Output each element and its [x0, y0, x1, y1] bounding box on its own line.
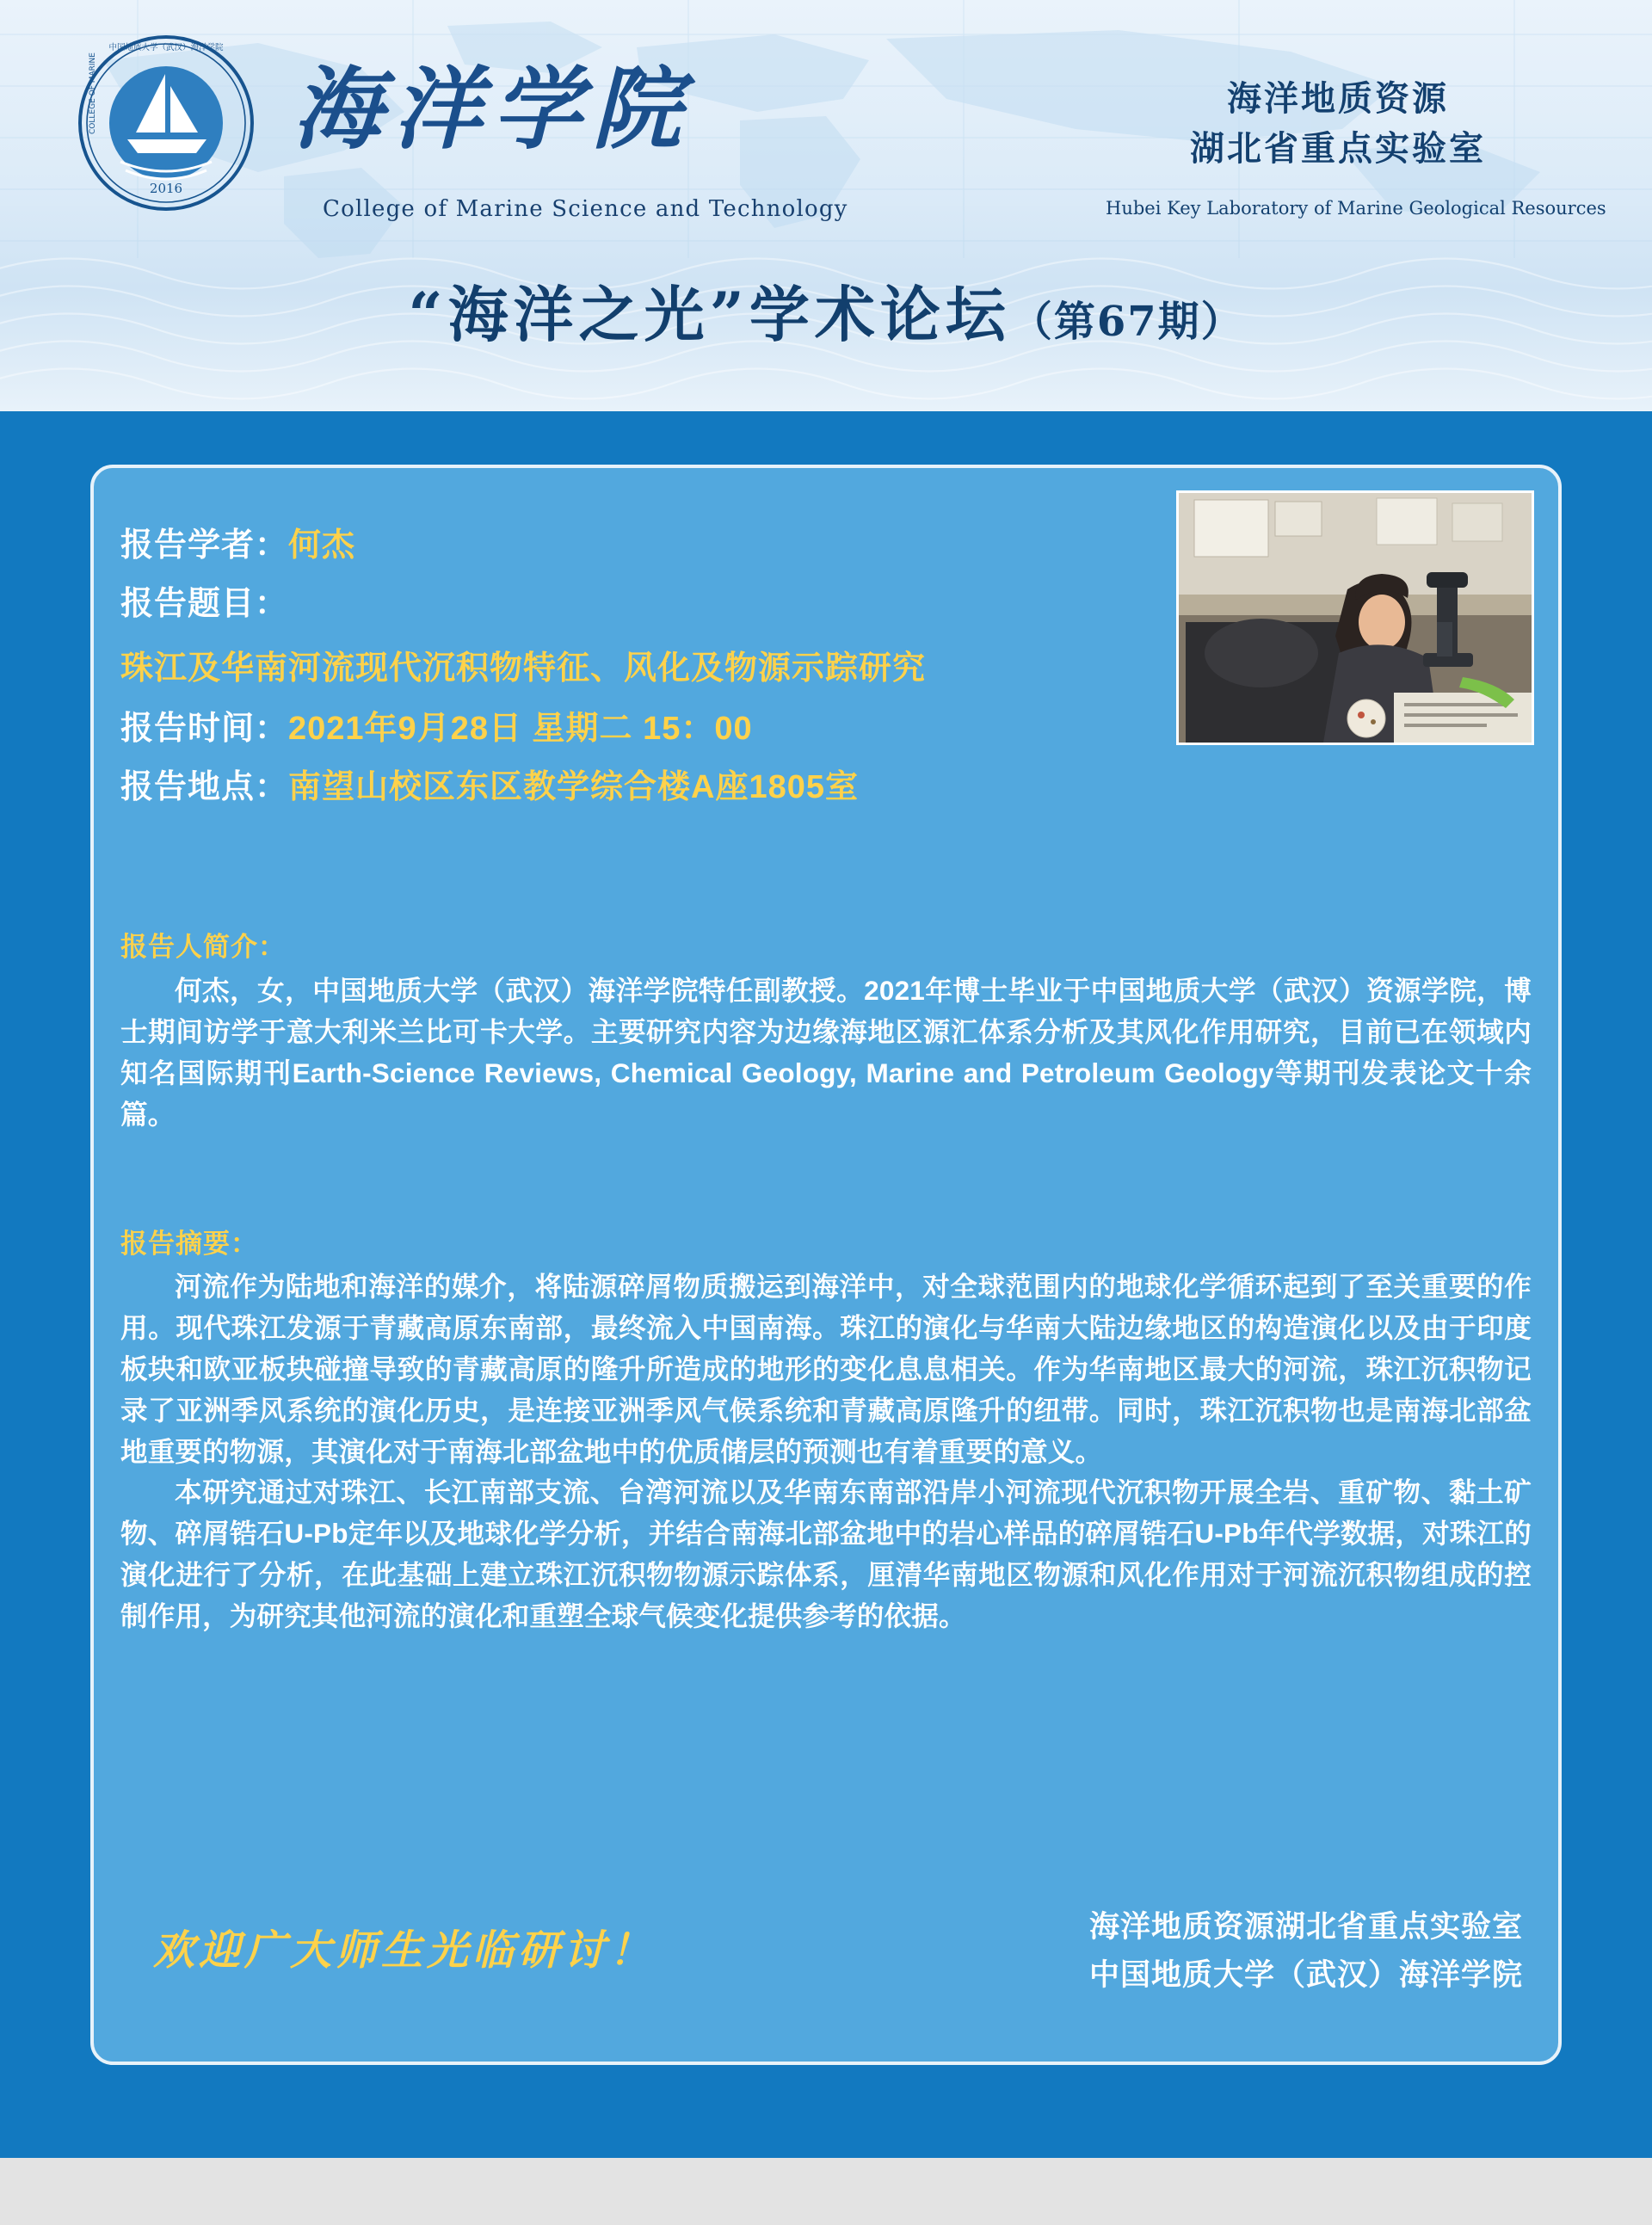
bottom-strip — [0, 2158, 1652, 2225]
university-seal-icon — [76, 33, 256, 213]
abstract-text — [120, 1267, 1532, 1637]
place-value: 南望山校区东区教学综合楼A座1805室 — [288, 769, 859, 805]
place-label: 报告地点： — [120, 769, 289, 805]
speaker-row — [120, 529, 1162, 562]
svg-text:COLLEGE OF MARINE: COLLEGE OF MARINE — [89, 52, 97, 134]
topic-label-row — [120, 588, 1162, 620]
abstract-heading: 报告摘要： — [120, 1229, 258, 1259]
forum-title — [0, 267, 1652, 354]
poster-header — [0, 0, 1652, 411]
lab-name-cn — [1106, 74, 1570, 174]
svg-text:中国地质大学（武汉）海洋学院: 中国地质大学（武汉）海洋学院 — [108, 43, 224, 52]
abstract-paragraph-1: 河流作为陆地和海洋的媒介，将陆源碎屑物质搬运到海洋中，对全球范围内的地球化学循环起到了至关重要的作用。现代珠江发源于青藏高原东南部，最终流入中国南海。珠江的演化与华南大陆边缘地区的构造演化以及由于印度板块和欧亚板块碰撞导致的青藏高原的隆升所造成的地形的变化息息相关。作为华南地区最大的河流，珠江沉积物记录了亚洲季风系统的演化历史，是连接亚洲季风气候系统和青藏高原隆升的纽带。同时，珠江沉积物也是南海北部盆地重要的物源，其演化对于南海北部盆地中的优质储层的预测也有着重要的意义。 — [120, 1271, 1532, 1467]
topic-label: 报告题目： — [120, 586, 289, 622]
college-name-en: College of Marine Science and Technology — [323, 196, 848, 222]
forum-issue-number: （第67期） — [1010, 298, 1244, 346]
organizer-line-2: 中国地质大学（武汉）海洋学院 — [1088, 1958, 1523, 1992]
organizer-line-1: 海洋地质资源湖北省重点实验室 — [1088, 1910, 1523, 1944]
time-value: 2021年9月28日 星期二 15：00 — [288, 711, 753, 747]
time-row — [120, 712, 1162, 745]
speaker-label: 报告学者： — [120, 527, 289, 564]
speaker-name: 何杰 — [288, 527, 356, 564]
time-label: 报告时间： — [120, 711, 289, 747]
lab-name-en: Hubei Key Laboratory of Marine Geological Resources — [1106, 198, 1606, 219]
bio-heading: 报告人简介： — [120, 932, 286, 962]
bio-paragraph: 何杰，女，中国地质大学（武汉）海洋学院特任副教授。2021年博士毕业于中国地质大学（武汉）资源学院，博士期间访学于意大利米兰比可卡大学。主要研究内容为边缘海地区源汇体系分析及其风化作用研究，目前已在领域内知名国际期刊Earth-Science Reviews, Chemical Geology, Marine and Petroleum Geology等期刊发表论文十余篇。 — [120, 975, 1532, 1130]
talk-info-block — [120, 529, 1162, 829]
bio-text — [120, 971, 1532, 1136]
svg-text:2016: 2016 — [149, 181, 183, 196]
place-row — [120, 771, 1162, 804]
organizer-block — [921, 1903, 1523, 2000]
speaker-photo — [1176, 490, 1534, 745]
welcome-text: 欢迎广大师生光临研讨！ — [153, 1926, 656, 1975]
abstract-paragraph-2: 本研究通过对珠江、长江南部支流、台湾河流以及华南东南部沿岸小河流现代沉积物开展全岩、重矿物、黏土矿物、碎屑锆石U-Pb定年以及地球化学分析，并结合南海北部盆地中的岩心样品的碎屑锆石U-Pb年代学数据，对珠江的演化进行了分析，在此基础上建立珠江沉积物物源示踪体系，厘清华南地区物源和风化作用对于河流沉积物组成的控制作用，为研究其他河流的演化和重塑全球气候变化提供参考的依据。 — [120, 1476, 1532, 1631]
speaker-photo-image — [1179, 493, 1532, 743]
topic-value: 珠江及华南河流现代沉积物特征、风化及物源示踪研究 — [120, 650, 927, 687]
lab-name-cn-line1: 海洋地质资源 — [1227, 78, 1449, 119]
forum-title-main: “海洋之光”学术论坛 — [408, 279, 1011, 350]
lab-name-cn-line2: 湖北省重点实验室 — [1190, 128, 1486, 169]
college-name-cn: 海洋学院 — [293, 56, 693, 162]
